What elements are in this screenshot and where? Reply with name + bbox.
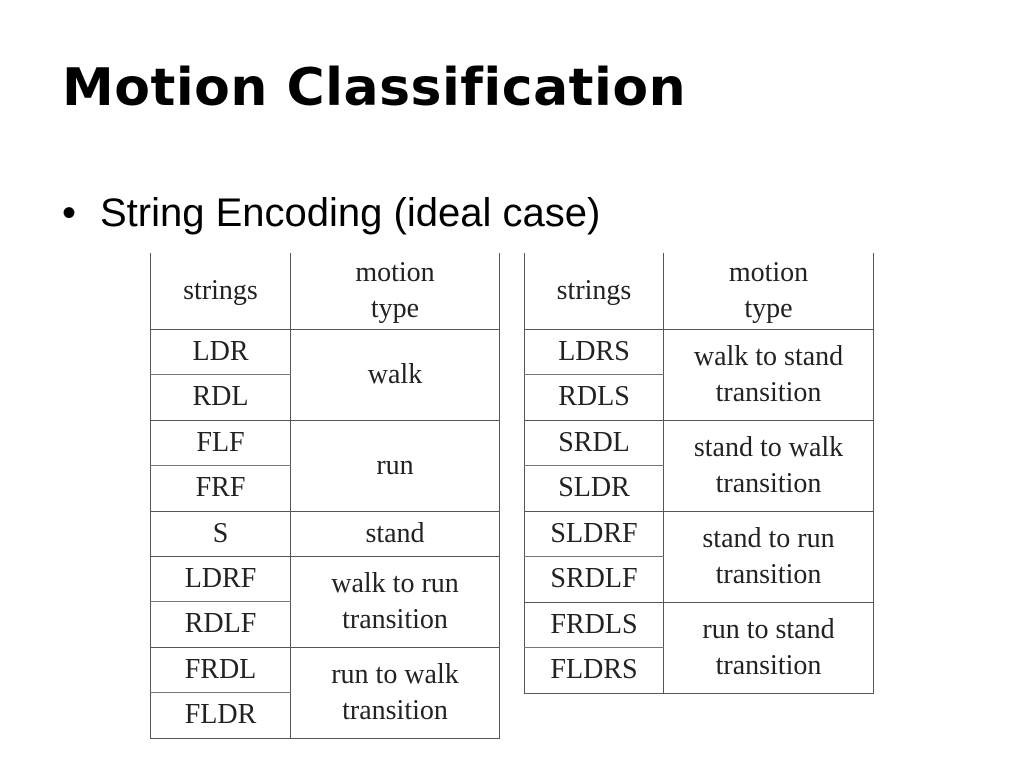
header-motion-type: motion type [291, 253, 500, 330]
string-cell: SRDL [525, 421, 664, 466]
string-cell: RDL [151, 375, 291, 421]
table-row [151, 557, 500, 602]
motion-cell: run to stand transition [664, 603, 874, 694]
string-cell: FLDRS [525, 648, 664, 694]
table-row [525, 603, 874, 648]
header-strings: strings [525, 253, 664, 330]
table-row [151, 330, 500, 375]
bullet-text: String Encoding (ideal case) [100, 191, 601, 235]
bullet-dot-icon: • [62, 191, 77, 235]
string-cell: S [151, 512, 291, 557]
motion-cell: stand [291, 512, 500, 557]
header-motion-type: motion type [664, 253, 874, 330]
string-cell: LDR [151, 330, 291, 375]
encoding-table-left [150, 253, 500, 739]
string-cell: LDRF [151, 557, 291, 602]
string-cell: SLDR [525, 466, 664, 512]
motion-cell: walk to stand transition [664, 330, 874, 421]
table-row [525, 330, 874, 375]
table-header-row [525, 253, 874, 330]
bullet-item [62, 193, 600, 233]
string-cell: FRF [151, 466, 291, 512]
table-row [525, 421, 874, 466]
table-row [151, 512, 500, 557]
string-cell: SLDRF [525, 512, 664, 557]
string-cell: FLDR [151, 693, 291, 739]
slide-title: Motion Classification [62, 58, 687, 118]
motion-cell: walk [291, 330, 500, 421]
string-cell: RDLS [525, 375, 664, 421]
table-header-row [151, 253, 500, 330]
string-cell: RDLF [151, 602, 291, 648]
table-row [151, 648, 500, 693]
string-cell: SRDLF [525, 557, 664, 603]
table-row [151, 421, 500, 466]
motion-cell: stand to walk transition [664, 421, 874, 512]
encoding-table-right [524, 253, 874, 694]
motion-cell: run [291, 421, 500, 512]
motion-cell: run to walk transition [291, 648, 500, 739]
table-row [525, 512, 874, 557]
motion-cell: stand to run transition [664, 512, 874, 603]
string-cell: FLF [151, 421, 291, 466]
motion-cell: walk to run transition [291, 557, 500, 648]
string-cell: LDRS [525, 330, 664, 375]
header-strings: strings [151, 253, 291, 330]
string-cell: FRDLS [525, 603, 664, 648]
string-cell: FRDL [151, 648, 291, 693]
